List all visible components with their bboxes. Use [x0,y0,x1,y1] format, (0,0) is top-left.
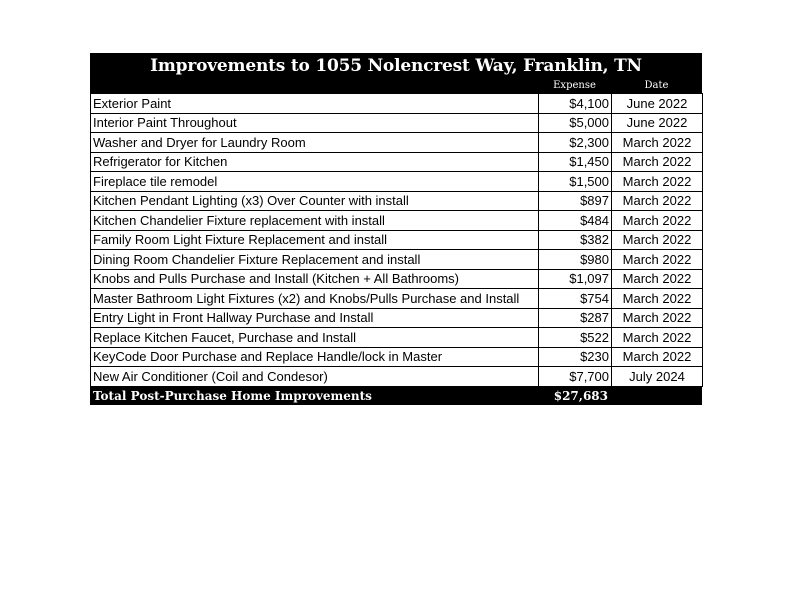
column-header-item [90,79,538,93]
table-row [91,269,703,289]
date-cell: March 2022 [612,328,703,348]
table-row [91,152,703,172]
expense-cell: $230 [539,347,612,367]
item-cell: Interior Paint Throughout [91,113,539,133]
table-body [91,94,703,387]
date-cell: March 2022 [612,133,703,153]
improvements-sheet [90,53,702,405]
date-cell: March 2022 [612,191,703,211]
item-cell: Fireplace tile remodel [91,172,539,192]
table-row [91,289,703,309]
item-cell: New Air Conditioner (Coil and Condesor) [91,367,539,387]
item-cell: Kitchen Chandelier Fixture replacement with install [91,211,539,231]
expense-cell: $522 [539,328,612,348]
sheet-title: Improvements to 1055 Nolencrest Way, Franklin, TN [90,53,702,79]
expense-cell: $1,097 [539,269,612,289]
table-row [91,367,703,387]
item-cell: Exterior Paint [91,94,539,114]
date-cell: June 2022 [612,94,703,114]
expense-cell: $897 [539,191,612,211]
total-row [90,387,702,405]
date-cell: March 2022 [612,250,703,270]
improvements-table [90,93,703,387]
table-row [91,250,703,270]
total-date-cell [611,387,702,405]
date-cell: March 2022 [612,230,703,250]
date-cell: July 2024 [612,367,703,387]
expense-cell: $1,450 [539,152,612,172]
table-row [91,191,703,211]
expense-cell: $484 [539,211,612,231]
table-row [91,230,703,250]
expense-cell: $382 [539,230,612,250]
item-cell: Kitchen Pendant Lighting (x3) Over Counter with install [91,191,539,211]
total-value: $27,683 [553,388,608,403]
expense-cell: $287 [539,308,612,328]
item-cell: Entry Light in Front Hallway Purchase and Install [91,308,539,328]
table-row [91,308,703,328]
date-cell: March 2022 [612,172,703,192]
column-header-row [90,79,702,93]
item-cell: Washer and Dryer for Laundry Room [91,133,539,153]
table-row [91,172,703,192]
item-cell: Family Room Light Fixture Replacement and install [91,230,539,250]
date-cell: June 2022 [612,113,703,133]
item-cell: Knobs and Pulls Purchase and Install (Kitchen + All Bathrooms) [91,269,539,289]
expense-cell: $7,700 [539,367,612,387]
item-cell: Master Bathroom Light Fixtures (x2) and Knobs/Pulls Purchase and Install [91,289,539,309]
item-cell: Replace Kitchen Faucet, Purchase and Install [91,328,539,348]
expense-cell: $4,100 [539,94,612,114]
item-cell: Dining Room Chandelier Fixture Replacement and install [91,250,539,270]
total-label: Total Post-Purchase Home Improvements [93,388,372,403]
date-cell: March 2022 [612,269,703,289]
table-row [91,113,703,133]
table-row [91,328,703,348]
date-cell: March 2022 [612,289,703,309]
date-cell: March 2022 [612,211,703,231]
date-cell: March 2022 [612,152,703,172]
expense-cell: $2,300 [539,133,612,153]
column-header-date: Date [644,80,669,91]
item-cell: Refrigerator for Kitchen [91,152,539,172]
table-row [91,133,703,153]
expense-cell: $1,500 [539,172,612,192]
expense-cell: $5,000 [539,113,612,133]
table-row [91,94,703,114]
date-cell: March 2022 [612,347,703,367]
table-row [91,211,703,231]
expense-cell: $754 [539,289,612,309]
column-header-expense: Expense [553,80,596,91]
table-row [91,347,703,367]
expense-cell: $980 [539,250,612,270]
item-cell: KeyCode Door Purchase and Replace Handle/lock in Master [91,347,539,367]
date-cell: March 2022 [612,308,703,328]
